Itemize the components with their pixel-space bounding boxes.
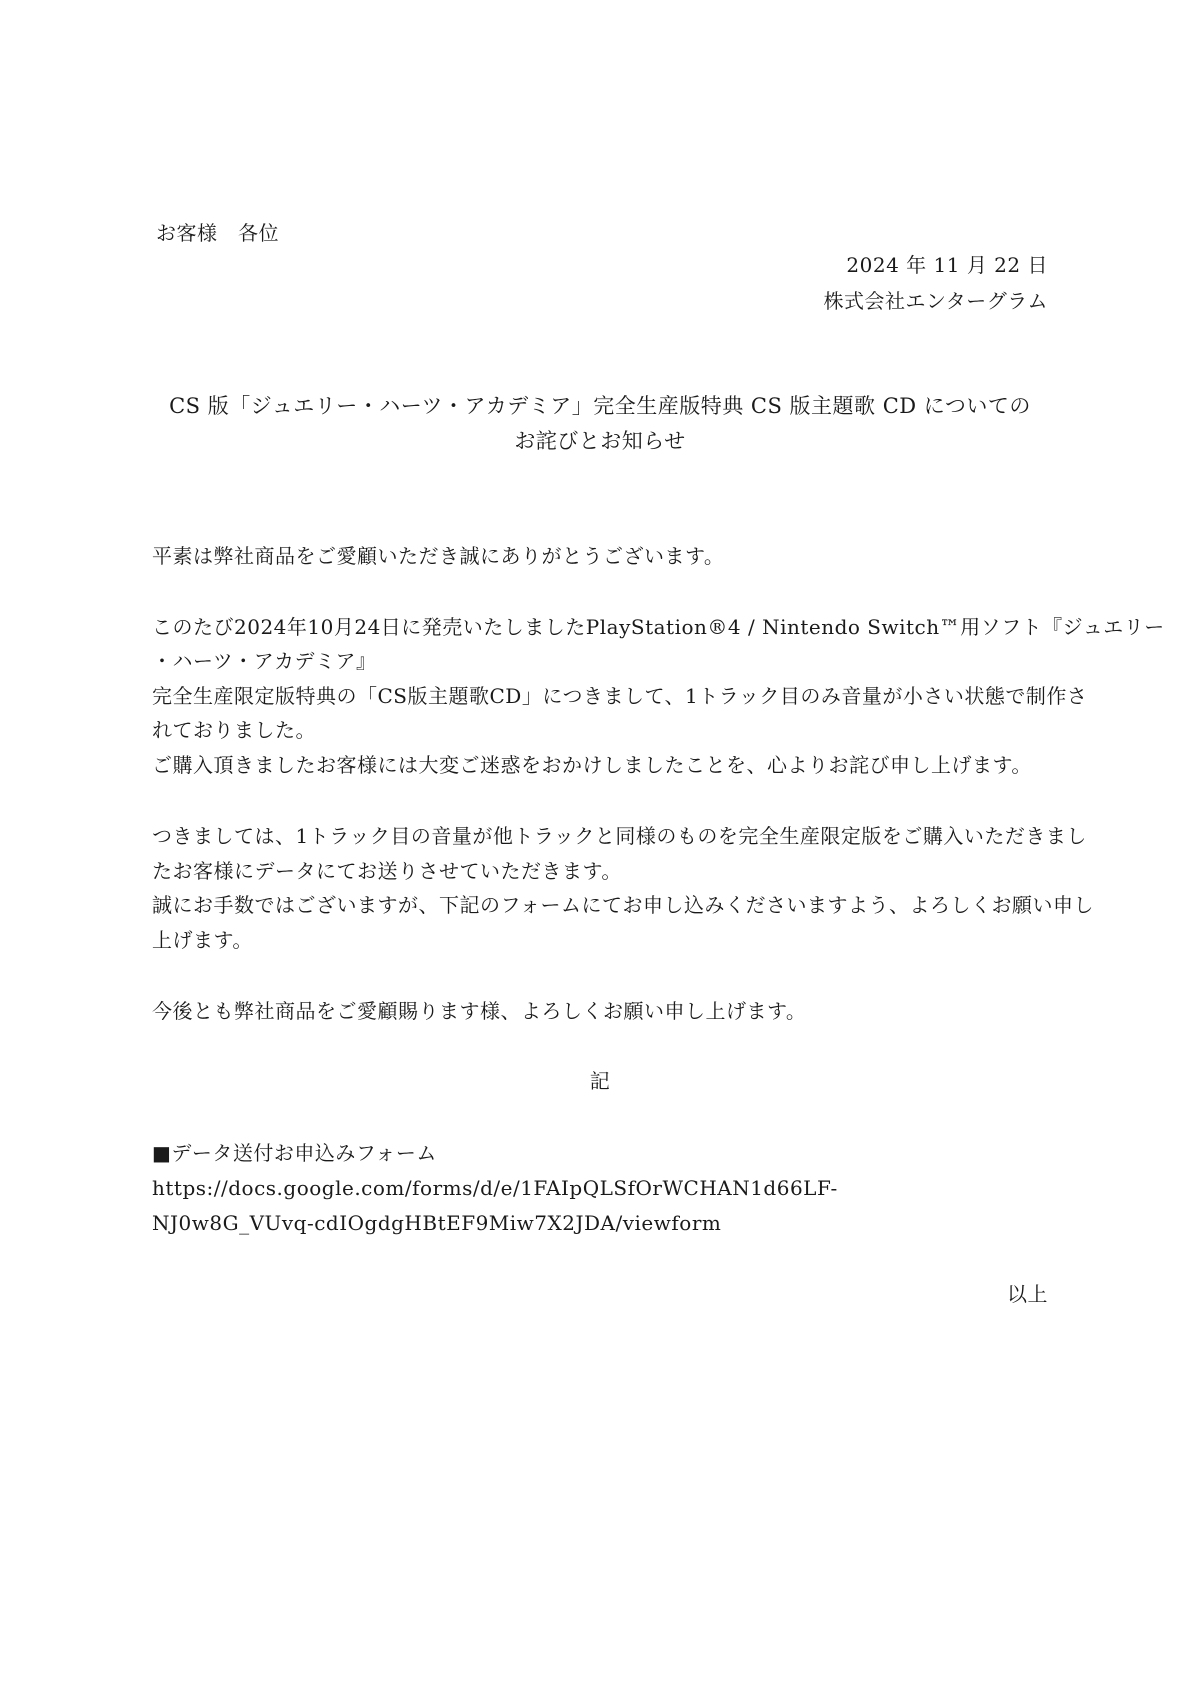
ki-marker: 記 [589,1069,611,1093]
remedy-line-3: 誠にお手数ではございますが、下記のフォームにてお申し込みくださいますよう、よろしくお願い申し [152,893,1094,917]
apology-line-3: 完全生産限定版特典の「CS版主題歌CD」につきまして、1トラック目のみ音量が小さい状態で制作さ [152,684,1088,708]
document-title-line-1: CS 版「ジュエリー・ハーツ・アカデミア」完全生産版特典 CS 版主題歌 CD についての [169,394,1031,418]
apology-line-4: れておりました。 [152,718,316,742]
apology-line-2: ・ハーツ・アカデミア』 [152,649,377,673]
remedy-line-1: つきましては、1トラック目の音量が他トラックと同様のものを完全生産限定版をご購入いただきまし [152,824,1087,848]
closing-text: 今後とも弊社商品をご愛顧賜ります様、よろしくお願い申し上げます。 [152,999,807,1023]
form-url-line-2[interactable]: NJ0w8G_VUvq-cdIOgdgHBtEF9Miw7X2JDA/viewform [152,1211,722,1235]
remedy-line-2: たお客様にデータにてお送りさせていただきます。 [152,859,622,883]
apology-line-5: ご購入頂きましたお客様には大変ご迷惑をおかけしましたことを、心よりお詫び申し上げます。 [152,753,1032,777]
remedy-line-4: 上げます。 [152,928,253,952]
end-marker: 以上 [1007,1282,1048,1306]
greeting-text: 平素は弊社商品をご愛顧いただき誠にありがとうございます。 [152,544,725,568]
apology-line-1: このたび2024年10月24日に発売いたしましたPlayStation®4 / Nintendo Switch™用ソフト『ジュエリー [152,615,1165,639]
addressee: お客様 各位 [156,221,279,245]
company-name: 株式会社エンターグラム [823,289,1048,313]
issue-date: 2024 年 11 月 22 日 [846,253,1048,277]
form-heading: ■データ送付お申込みフォーム [152,1141,437,1165]
document-title-line-2: お詫びとお知らせ [514,429,686,453]
form-url-line-1[interactable]: https://docs.google.com/forms/d/e/1FAIpQLSfOrWCHAN1d66LF- [152,1176,838,1200]
